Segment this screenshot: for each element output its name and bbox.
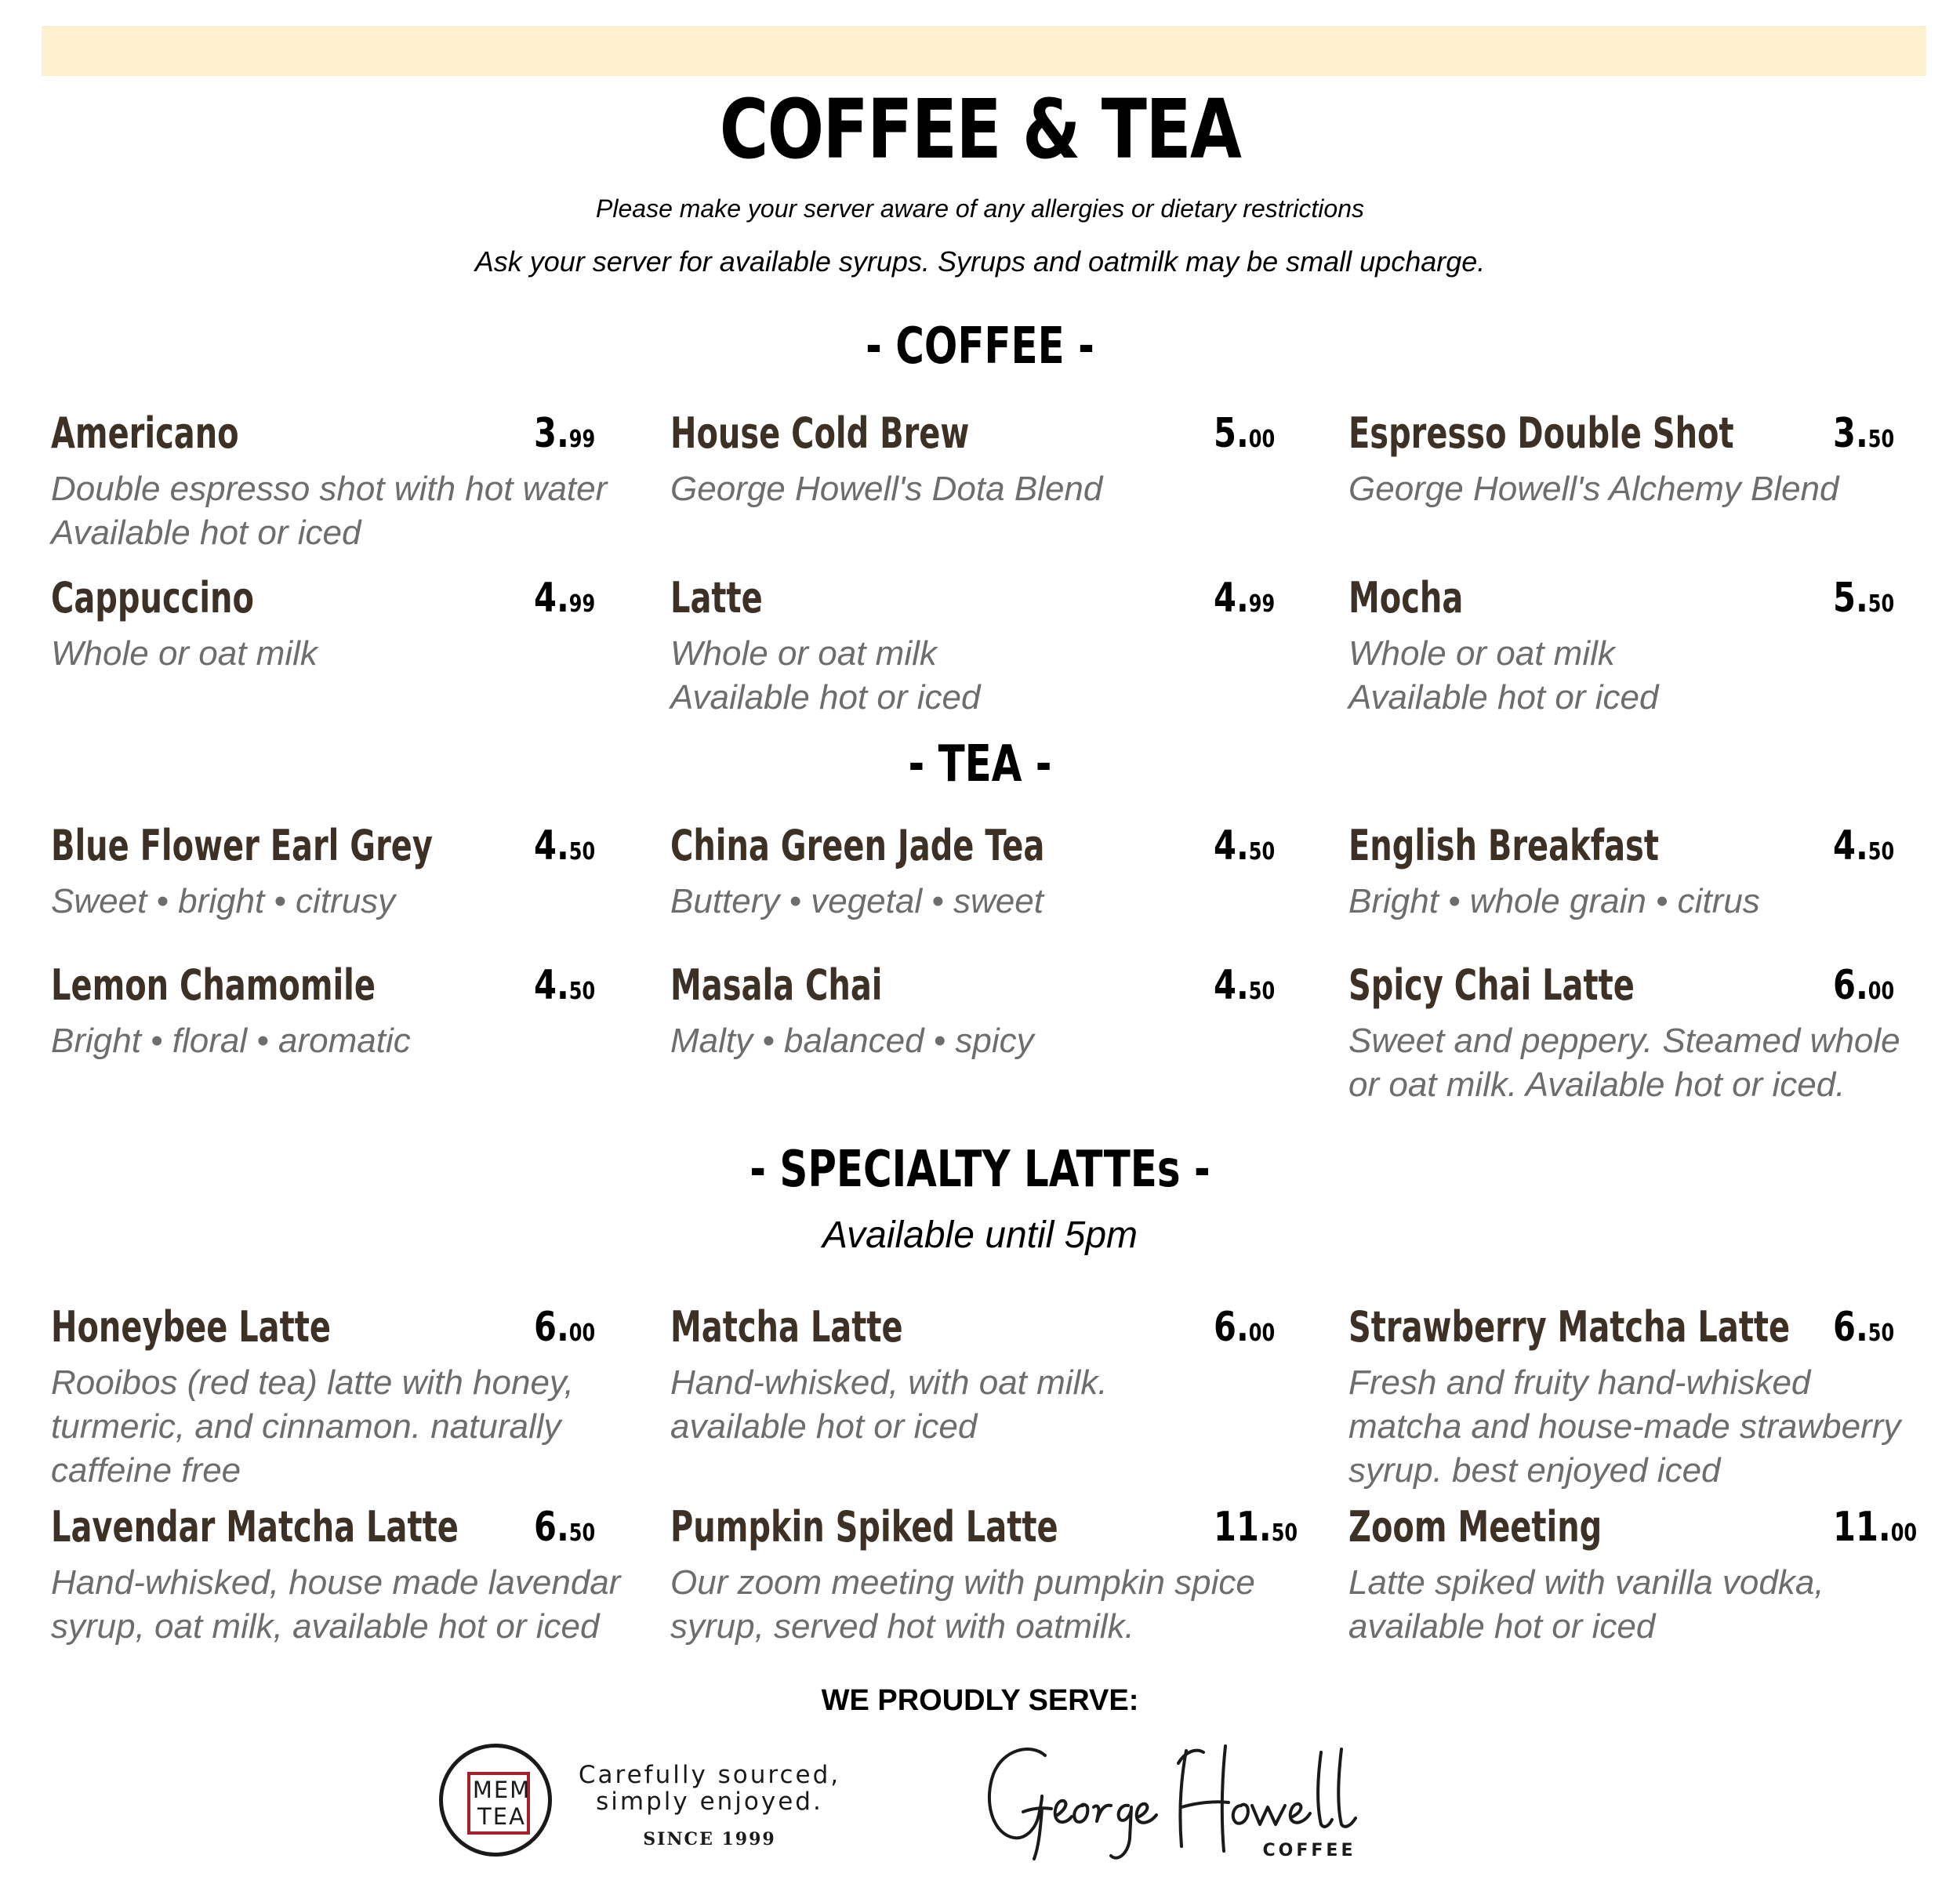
menu-item-price [1833,406,1894,470]
menu-item-name: English Breakfast [1348,821,1659,870]
menu-item-description [670,1361,1282,1449]
menu-item-name: Americano [51,408,239,458]
menu-item-description [670,1561,1282,1649]
menu-item-price [1833,1500,1917,1564]
memtea-logo [439,1744,552,1857]
section-heading-tea: - TEA - [908,735,1052,793]
memtea-tagline-1: Carefully sourced, [578,1761,841,1789]
menu-item-price-cents: 00 [1890,1519,1918,1547]
menu-item-price-cents: 50 [1867,838,1895,866]
menu-item-price-cents: 00 [1248,1319,1276,1347]
page-title: COFFEE & TEA [719,82,1241,177]
menu-item-price-whole: 4. [1833,822,1868,869]
menu-item-price [1833,819,1894,883]
menu-item-price [534,406,595,470]
menu-item-price-cents: 50 [568,838,596,866]
menu-item-name: Pumpkin Spiked Latte [670,1502,1058,1552]
syrup-note: Ask your server for available syrups. Syrups and oatmilk may be small upcharge. [474,245,1486,278]
menu-item-description [670,880,1282,924]
menu-item-description-line: matcha and house-made strawberry [1348,1407,1901,1446]
menu-item-description-line: Hand-whisked, house made lavendar [51,1563,621,1602]
menu-item-price-whole: 5. [1214,410,1249,457]
menu-item-price [1214,571,1275,635]
menu-item-price-whole: 4. [534,962,569,1009]
menu-item-price-cents: 50 [1867,426,1895,453]
menu-item-description [1348,880,1960,924]
menu-item-price [1214,958,1275,1022]
menu-item-price-cents: 99 [568,590,596,618]
menu-item-price [1214,1500,1298,1564]
menu-item-description-line: Fresh and fruity hand-whisked [1348,1363,1811,1402]
menu-item-description-line: Latte spiked with vanilla vodka, [1348,1563,1824,1602]
menu-item-description-line: Available hot or iced [1348,678,1659,717]
menu-item-description-line: syrup, served hot with oatmilk. [670,1607,1134,1646]
menu-item-price [1833,958,1894,1022]
menu-item-name: House Cold Brew [670,408,970,458]
menu-item-description-line: Whole or oat milk [1348,634,1615,673]
section-heading-specialty: - SPECIALTY LATTEs - [750,1141,1210,1199]
menu-item-name: Masala Chai [670,960,883,1010]
section-heading-coffee: - COFFEE - [866,318,1094,376]
menu-item-name: Honeybee Latte [51,1302,331,1352]
menu-item-description-line: available hot or iced [1348,1607,1656,1646]
menu-item-price-cents: 00 [568,1319,596,1347]
menu-item-description-line: Buttery • vegetal • sweet [670,882,1044,920]
menu-item-name: Matcha Latte [670,1302,903,1352]
menu-item-price-cents: 50 [1271,1519,1298,1547]
menu-item-description [51,1019,662,1063]
menu-item-price-cents: 50 [568,978,596,1005]
menu-item-description [51,467,662,555]
menu-item-description-line: Sweet and peppery. Steamed whole [1348,1022,1900,1060]
menu-item-price-whole: 6. [1833,1304,1868,1351]
menu-item-price-cents: 99 [568,426,596,453]
menu-item-description [670,1019,1282,1063]
menu-item-description [670,632,1282,720]
menu-item-description [51,1361,662,1493]
allergy-note: Please make your server aware of any allergies or dietary restrictions [596,194,1364,223]
menu-item-price-whole: 6. [1833,962,1868,1009]
menu-item-name: Strawberry Matcha Latte [1348,1302,1791,1352]
memtea-logo-box [467,1772,530,1835]
menu-item-price-whole: 11. [1833,1504,1891,1551]
menu-item-description-line: Double espresso shot with hot water [51,470,608,508]
memtea-tagline-2: simply enjoyed. [596,1788,823,1816]
menu-item-price-cents: 50 [1867,590,1895,618]
menu-item-description-line: George Howell's Alchemy Blend [1348,470,1839,508]
menu-item-description-line: syrup. best enjoyed iced [1348,1451,1721,1490]
menu-item-description-line: Rooibos (red tea) latte with honey, [51,1363,574,1402]
menu-item-price-whole: 3. [1833,410,1868,457]
menu-item-description-line: Our zoom meeting with pumpkin spice [670,1563,1255,1602]
menu-item-price [1214,406,1275,470]
menu-item-price [534,1500,595,1564]
menu-item-description-line: Bright • whole grain • citrus [1348,882,1760,920]
menu-item-description-line: caffeine free [51,1451,241,1490]
menu-item-price-cents: 50 [1248,978,1276,1005]
we-proudly-serve-label: WE PROUDLY SERVE: [821,1684,1139,1717]
menu-item-price-cents: 50 [1248,838,1276,866]
menu-item-price-whole: 3. [534,410,569,457]
memtea-since: SINCE 1999 [643,1829,776,1849]
menu-item-description [51,1561,662,1649]
specialty-availability-note: Available until 5pm [822,1214,1138,1256]
menu-item-description [1348,632,1960,720]
menu-item-description-line: Available hot or iced [51,514,361,552]
menu-item-price-whole: 6. [534,1304,569,1351]
menu-item-price-cents: 50 [568,1519,596,1547]
menu-item-price [534,819,595,883]
menu-item-description-line: Malty • balanced • spicy [670,1022,1034,1060]
menu-item-price-cents: 00 [1867,978,1895,1005]
menu-item-description-line: Whole or oat milk [670,634,937,673]
menu-item-price-cents: 00 [1248,426,1276,453]
menu-item-price-whole: 4. [1214,575,1249,622]
menu-item-description-line: Whole or oat milk [51,634,318,673]
menu-item-price-whole: 5. [1833,575,1868,622]
menu-item-price-whole: 4. [534,575,569,622]
menu-item-description [1348,1361,1960,1493]
menu-item-name: Latte [670,573,763,623]
menu-item-description [51,880,662,924]
menu-item-description-line: Bright • floral • aromatic [51,1022,411,1060]
menu-item-description [1348,1561,1960,1649]
menu-item-name: Lavendar Matcha Latte [51,1502,459,1552]
menu-item-name: Spicy Chai Latte [1348,960,1635,1010]
george-howell-coffee-label: COFFEE [1262,1841,1356,1860]
menu-item-price-whole: 4. [1214,962,1249,1009]
menu-item-name: Blue Flower Earl Grey [51,821,433,870]
menu-item-price-whole: 4. [534,822,569,869]
menu-item-description [1348,467,1960,511]
menu-item-price [1214,819,1275,883]
menu-item-name: Mocha [1348,573,1464,623]
menu-item-description-line: Hand-whisked, with oat milk. [670,1363,1108,1402]
menu-item-price [1833,1300,1894,1364]
menu-item-name: China Green Jade Tea [670,821,1045,870]
menu-item-description-line: syrup, oat milk, available hot or iced [51,1607,600,1646]
menu-item-name: Espresso Double Shot [1348,408,1734,458]
memtea-logo-text-1: MEM [472,1777,532,1803]
menu-item-price [534,571,595,635]
menu-item-description-line: Sweet • bright • citrusy [51,882,396,920]
menu-item-name: Zoom Meeting [1348,1502,1602,1552]
menu-item-name: Cappuccino [51,573,254,623]
menu-item-price [534,958,595,1022]
menu-item-description [51,632,662,676]
menu-item-price [1833,571,1894,635]
top-banner [42,26,1926,76]
menu-item-description [1348,1019,1960,1107]
menu-item-price-whole: 6. [534,1504,569,1551]
menu-item-description-line: Available hot or iced [670,678,981,717]
memtea-logo-text-2: TEA [477,1803,526,1830]
menu-item-description-line: George Howell's Dota Blend [670,470,1103,508]
menu-item-description-line: available hot or iced [670,1407,978,1446]
menu-item-price [1214,1300,1275,1364]
menu-item-name: Lemon Chamomile [51,960,376,1010]
menu-item-price-whole: 4. [1214,822,1249,869]
menu-item-description-line: turmeric, and cinnamon. naturally [51,1407,561,1446]
menu-item-price-cents: 50 [1867,1319,1895,1347]
menu-item-price-cents: 99 [1248,590,1276,618]
menu-item-description-line: or oat milk. Available hot or iced. [1348,1065,1846,1104]
menu-item-price-whole: 6. [1214,1304,1249,1351]
menu-item-price [534,1300,595,1364]
george-howell-logo [976,1729,1399,1886]
menu-item-description [670,467,1282,511]
menu-item-price-whole: 11. [1214,1504,1272,1551]
